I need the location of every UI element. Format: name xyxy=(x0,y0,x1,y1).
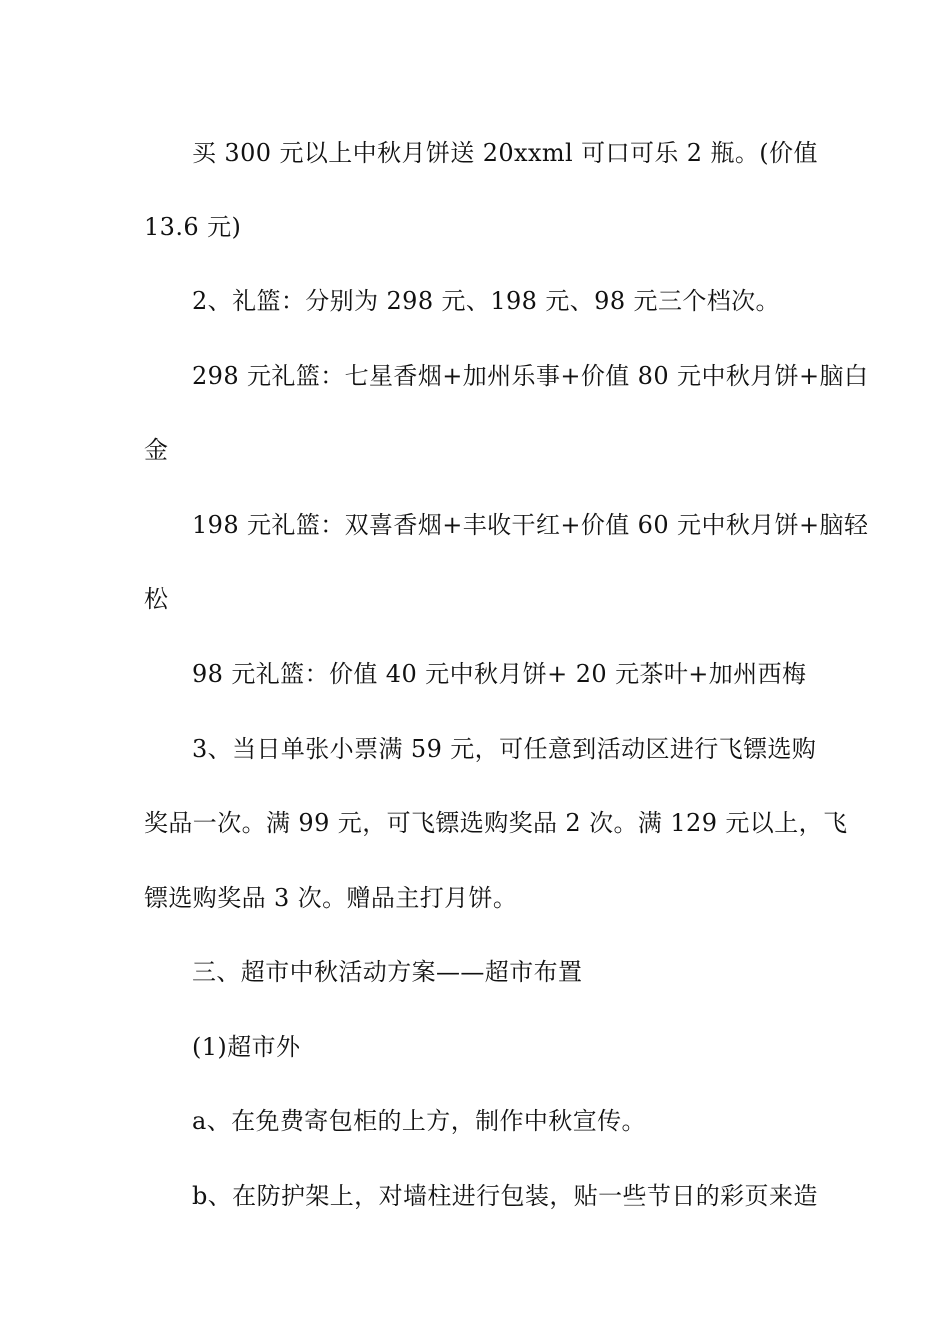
paragraph-line: 金 xyxy=(144,436,169,464)
paragraph-line: 奖品一次。满 99 元，可飞镖选购奖品 2 次。满 129 元以上，飞 xyxy=(144,809,848,837)
paragraph-line: 松 xyxy=(144,585,169,613)
paragraph-line: 买 300 元以上中秋月饼送 20xxml 可口可乐 2 瓶。(价值 xyxy=(192,139,818,167)
subsection-heading: (1)超市外 xyxy=(192,1033,301,1061)
paragraph-line: 98 元礼篮：价值 40 元中秋月饼+ 20 元茶叶+加州西梅 xyxy=(192,660,807,688)
paragraph-line: 镖选购奖品 3 次。赠品主打月饼。 xyxy=(144,884,518,912)
paragraph-line: 298 元礼篮：七星香烟+加州乐事+价值 80 元中秋月饼+脑白 xyxy=(192,362,869,390)
paragraph-line: 13.6 元) xyxy=(144,213,242,241)
paragraph-line: a、在免费寄包柜的上方，制作中秋宣传。 xyxy=(192,1107,646,1135)
paragraph-line: 2、礼篮：分别为 298 元、198 元、98 元三个档次。 xyxy=(192,287,780,315)
paragraph-line: 3、当日单张小票满 59 元，可任意到活动区进行飞镖选购 xyxy=(192,735,817,763)
paragraph-line: b、在防护架上，对墙柱进行包装，贴一些节日的彩页来造 xyxy=(192,1182,818,1210)
section-heading: 三、超市中秋活动方案——超市布置 xyxy=(192,958,583,986)
paragraph-line: 198 元礼篮：双喜香烟+丰收干红+价值 60 元中秋月饼+脑轻 xyxy=(192,511,869,539)
